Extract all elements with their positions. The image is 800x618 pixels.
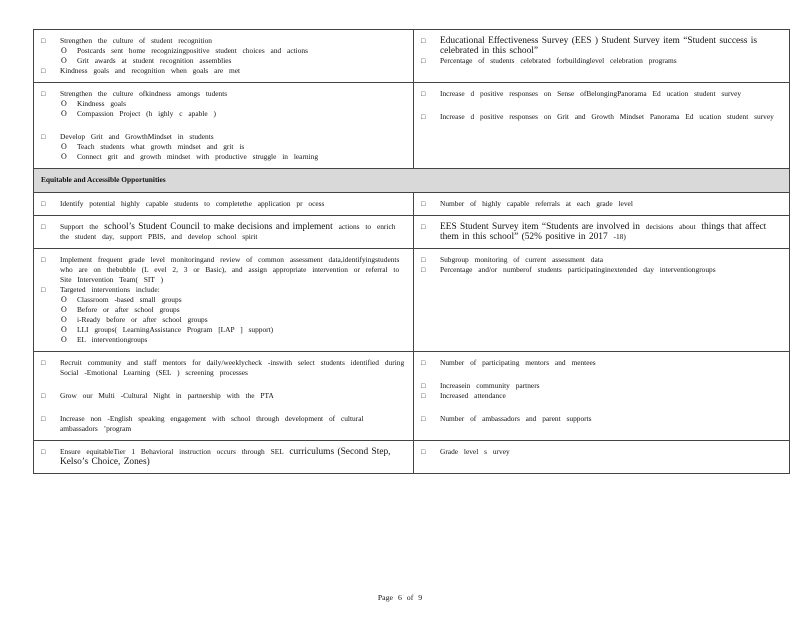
- bullet-circle-icon: O: [61, 99, 67, 108]
- page-total: 9: [418, 593, 423, 602]
- item-text: Kindness goals and recognition when goals are met: [60, 66, 241, 75]
- item-text: Recruit community and staff mentors for daily/weeklycheck -inswith select students identified during Social -Emotional Learning (SEL ) screening processes: [60, 358, 405, 377]
- item-text: Targeted interventions include:: [60, 285, 160, 294]
- cell-block: [421, 89, 781, 99]
- cell-block: [41, 255, 405, 345]
- page-footer: [0, 593, 800, 602]
- bullet-circle-icon: O: [61, 335, 67, 344]
- cell-block: [421, 414, 781, 424]
- bullet-circle-icon: O: [61, 295, 67, 304]
- list-item: [41, 89, 405, 99]
- item-text: Implement frequent grade level monitoringand review of common assessment data,identifyingstudents who are on thebubble (L evel 2, 3 or Basic), and assign appropriate intervention or referral to Site Intervention Team( SIT ): [60, 255, 400, 284]
- page-current: 6: [397, 593, 402, 602]
- item-text: Number of highly capable referrals at each grade level: [440, 199, 633, 208]
- item-text: Educational Effectiveness Survey (EES ) Student Survey item “Student success is celebrated in this school”: [440, 36, 758, 56]
- bullet-circle-icon: O: [61, 305, 67, 314]
- list-item: [421, 56, 781, 66]
- bullet-square-icon: □: [421, 57, 426, 65]
- cell-block: [421, 255, 781, 275]
- sub-item-text: Before or after school groups: [77, 305, 180, 314]
- page-of: of: [406, 593, 414, 602]
- bullet-square-icon: □: [41, 133, 46, 141]
- cell-block: [41, 199, 405, 209]
- list-item: [41, 199, 405, 209]
- list-item: [41, 36, 405, 46]
- item-text: Strengthen the culture ofkindness amongs tudents: [60, 89, 228, 98]
- bullet-square-icon: □: [421, 90, 426, 98]
- bullet-square-icon: □: [41, 223, 46, 231]
- cell-block: [421, 222, 781, 242]
- list-item: [41, 447, 405, 467]
- sub-item-text: Compassion Project (h ighly c apable ): [77, 109, 216, 118]
- bullet-square-icon: □: [421, 382, 426, 390]
- bullet-square-icon: □: [421, 256, 426, 264]
- item-text: Number of ambassadors and parent supports: [440, 414, 592, 423]
- item-text: Increased attendance: [440, 391, 506, 400]
- bullet-square-icon: □: [41, 392, 46, 400]
- sub-item-text: Teach students what growth mindset and grit is: [77, 142, 245, 151]
- item-text: Grow our Multi -Cultural Night in partnership with the PTA: [60, 391, 274, 400]
- cell-block: [41, 89, 405, 119]
- list-item: [421, 36, 781, 56]
- sub-list-item: [41, 152, 405, 162]
- cell-block: [41, 132, 405, 162]
- table-row: [34, 30, 790, 83]
- bullet-square-icon: □: [41, 67, 46, 75]
- sub-item-text: Grit awards at student recognition assemblies: [77, 56, 232, 65]
- item-text: Increase d positive responses on Grit and Growth Mindset Panorama Ed ucation student survey: [440, 112, 774, 121]
- strategy-cell: [34, 249, 414, 352]
- sub-item-text: Connect grit and growth mindset with productive struggle in learning: [77, 152, 319, 161]
- sub-list-item: [41, 315, 405, 325]
- item-text-part: Support the: [60, 222, 105, 231]
- sub-item-text: i-Ready before or after school groups: [77, 315, 208, 324]
- item-text: Percentage of students celebrated forbuildinglevel celebration programs: [440, 56, 677, 65]
- cell-block: [421, 199, 781, 209]
- sub-item-text: LLI groups( LearningAssistance Program [LAP ] support): [77, 325, 274, 334]
- strategy-cell: [34, 193, 414, 216]
- strategy-cell: [34, 30, 414, 83]
- sub-list-item: [41, 295, 405, 305]
- list-item: [421, 265, 781, 275]
- sub-list-item: [41, 325, 405, 335]
- bullet-square-icon: □: [421, 223, 426, 231]
- sub-list-item: [41, 56, 405, 66]
- bullet-circle-icon: O: [61, 109, 67, 118]
- bullet-circle-icon: O: [61, 46, 67, 55]
- bullet-circle-icon: O: [61, 152, 67, 161]
- table-row: [34, 83, 790, 169]
- bullet-circle-icon: O: [61, 315, 67, 324]
- item-text-part: things that affect them in this school” (52% positive in 2017: [440, 222, 767, 242]
- item-text: Develop Grit and GrowthMindset in students: [60, 132, 214, 141]
- list-item: [421, 199, 781, 209]
- bullet-square-icon: □: [41, 415, 46, 423]
- list-item: [41, 391, 405, 401]
- item-text: Strengthen the culture of student recognition: [60, 36, 212, 45]
- bullet-square-icon: □: [421, 448, 426, 456]
- table-row: [34, 441, 790, 474]
- sub-item-text: Classroom -based small groups: [77, 295, 182, 304]
- list-item: [421, 447, 781, 457]
- item-text: Subgroup monitoring of current assessment data: [440, 255, 604, 264]
- sub-list-item: [41, 46, 405, 56]
- cell-block: [41, 222, 405, 242]
- strategy-cell: [34, 441, 414, 474]
- measure-cell: [414, 441, 790, 474]
- sub-list-item: [41, 305, 405, 315]
- measure-cell: [414, 216, 790, 249]
- table-row: [34, 193, 790, 216]
- bullet-square-icon: □: [41, 37, 46, 45]
- list-item: [421, 391, 781, 401]
- list-item: [421, 358, 781, 368]
- strategy-cell: [34, 352, 414, 441]
- bullet-square-icon: □: [421, 392, 426, 400]
- list-item: [41, 414, 405, 434]
- measure-cell: [414, 30, 790, 83]
- item-text-part: actions to enrich the student day, support PBIS, and develop school spirit: [60, 222, 396, 241]
- cell-block: [41, 358, 405, 378]
- item-text: Increase d positive responses on Sense ofBelongingPanorama Ed ucation student survey: [440, 89, 742, 98]
- list-item: [41, 285, 405, 295]
- cell-block: [421, 358, 781, 368]
- strategy-cell: [34, 216, 414, 249]
- list-item: [41, 222, 405, 242]
- bullet-square-icon: □: [421, 200, 426, 208]
- table-row: [34, 352, 790, 441]
- sub-item-text: Postcards sent home recognizingpositive student choices and actions: [77, 46, 308, 55]
- bullet-square-icon: □: [41, 256, 46, 264]
- sub-item-text: Kindness goals: [77, 99, 126, 108]
- item-text: Number of participating mentors and mentees: [440, 358, 596, 367]
- item-text-part: Ensure equitableTier 1 Behavioral instruction occurs through SEL: [60, 447, 290, 456]
- measure-cell: [414, 249, 790, 352]
- list-item: [421, 381, 781, 391]
- bullet-circle-icon: O: [61, 325, 67, 334]
- bullet-square-icon: □: [421, 266, 426, 274]
- cell-block: [41, 391, 405, 401]
- item-text-part: curriculums (Second Step, Kelso’s Choice, Zones): [60, 447, 391, 467]
- item-text-part: -18): [607, 232, 626, 241]
- cell-block: [421, 36, 781, 66]
- cell-block: [41, 414, 405, 434]
- item-text: Increasein community partners: [440, 381, 540, 390]
- list-item: [41, 132, 405, 142]
- bullet-circle-icon: O: [61, 142, 67, 151]
- bullet-circle-icon: O: [61, 56, 67, 65]
- bullet-square-icon: □: [41, 448, 46, 456]
- list-item: [421, 414, 781, 424]
- list-item: [41, 255, 405, 285]
- measure-cell: [414, 352, 790, 441]
- list-item: [41, 358, 405, 378]
- table-row: [34, 249, 790, 352]
- section-header-row: [34, 169, 790, 193]
- bullet-square-icon: □: [41, 286, 46, 294]
- cell-block: [421, 112, 781, 122]
- item-text: Percentage and/or numberof students participatinginextended day interventiongroups: [440, 265, 716, 274]
- item-text: Identify potential highly capable students to completethe application pr ocess: [60, 199, 325, 208]
- list-item: [421, 112, 781, 122]
- cell-block: [421, 447, 781, 457]
- list-item: [41, 66, 405, 76]
- bullet-square-icon: □: [41, 90, 46, 98]
- bullet-square-icon: □: [421, 359, 426, 367]
- item-text-part: EES Student Survey item “Students are involved in: [440, 222, 640, 232]
- table-row: [34, 216, 790, 249]
- page-label: Page: [377, 593, 393, 602]
- sub-list-item: [41, 142, 405, 152]
- sub-list-item: [41, 99, 405, 109]
- item-text-part: school’s Student Council to make decisions and implement: [104, 222, 333, 232]
- cell-block: [41, 36, 405, 76]
- bullet-square-icon: □: [421, 415, 426, 423]
- list-item: [421, 222, 781, 242]
- section-title: Equitable and Accessible Opportunities: [34, 169, 790, 193]
- school-plan-table: [33, 29, 790, 474]
- cell-block: [41, 447, 405, 467]
- bullet-square-icon: □: [421, 37, 426, 45]
- bullet-square-icon: □: [421, 113, 426, 121]
- sub-item-text: EL interventiongroups: [77, 335, 148, 344]
- bullet-square-icon: □: [41, 200, 46, 208]
- bullet-square-icon: □: [41, 359, 46, 367]
- strategy-cell: [34, 83, 414, 169]
- sub-list-item: [41, 335, 405, 345]
- measure-cell: [414, 83, 790, 169]
- measure-cell: [414, 193, 790, 216]
- list-item: [421, 89, 781, 99]
- sub-list-item: [41, 109, 405, 119]
- list-item: [421, 255, 781, 265]
- item-text-part: decisions about: [639, 222, 702, 231]
- cell-block: [421, 381, 781, 401]
- item-text: Grade level s urvey: [440, 447, 510, 456]
- item-text: Increase non -English speaking engagement with school through development of cultural ambassadors ’program: [60, 414, 364, 433]
